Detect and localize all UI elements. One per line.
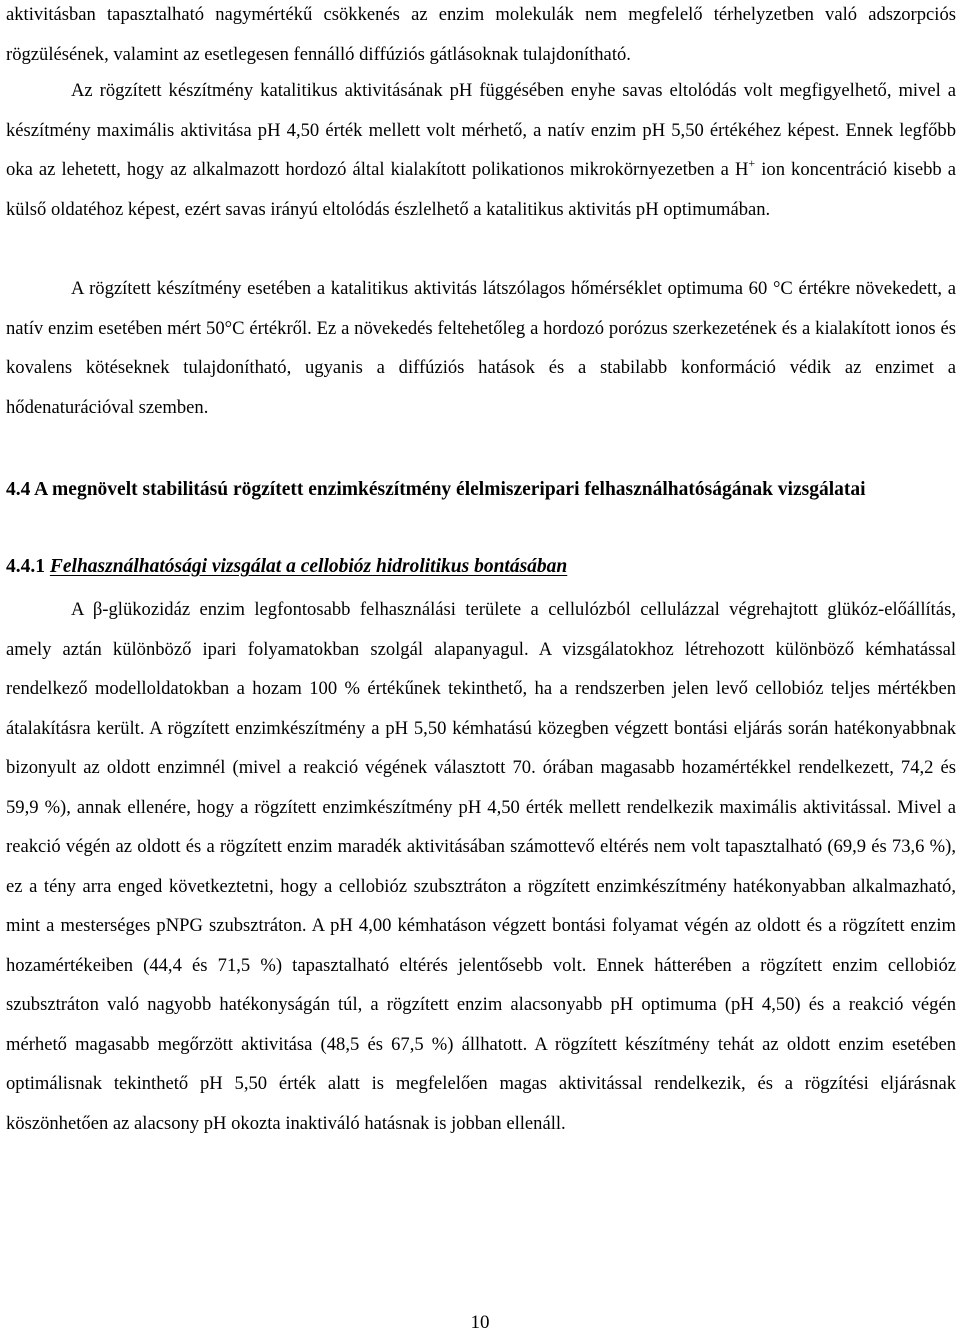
section-heading: 4.4 A megnövelt stabilitású rögzített enzimkészítmény élelmiszeripari felhasználhatóságának vizsgálatai [6, 479, 866, 500]
paragraph-2 [6, 71, 956, 229]
paragraph-2-text-after: ion koncentráció kisebb a külső oldatéhoz képest, ezért savas irányú eltolódás észlelhető a katalitikus aktivitás pH optimumában. [6, 159, 956, 220]
subsection-number: 4.4.1 [6, 556, 45, 577]
paragraph-1 [6, 0, 956, 74]
paragraph-4 [6, 590, 956, 1143]
paragraph-3 [6, 269, 956, 427]
subsection-title: Felhasználhatósági vizsgálat a cellobióz hidrolitikus bontásában [49, 556, 568, 577]
hydrogen-ion-superscript: + [748, 156, 756, 170]
paragraph-1-text: aktivitásban tapasztalható nagymértékű csökkenés az enzim molekulák nem megfelelő térhelyzetben való adszorpciós rögzülésének, valamint az esetlegesen fennálló diffúziós gátlásoknak tulajdonítható. [6, 4, 956, 65]
paragraph-4-text: A β-glükozidáz enzim legfontosabb felhasználási területe a cellulózból cellulázzal végrehajtott glükóz-előállítás, amely aztán különböző ipari folyamatokban szolgál alapanyagul. A vizsgálatokhoz létrehozott különböző kémhatással rendelkező modelloldatokban a hozam 100 % értékűnek tekinthető, ha a rendszerben jelen levő cellobióz teljes mértékben átalakításra került. A rögzített enzimkészítmény a pH 5,50 kémhatású közegben végzett bontási eljárás során hatékonyabbnak bizonyult az oldott enzimnél (mivel a reakció végének választott 70. órában magasabb hozamértékkel rendelkezett, 74,2 és 59,9 %), annak ellenére, hogy a rögzített enzimkészítmény pH 4,50 érték mellett rendelkezik maximális aktivitással. Mivel a reakció végén az oldott és a rögzített enzim maradék aktivitásában számottevő eltérés nem volt tapasztalható (69,9 és 73,6 %), ez a tény arra enged következtetni, hogy a cellobióz szubsztráton a rögzített enzimkészítmény hatékonyabban alkalmazható, mint a mesterséges pNPG szubsztráton. A pH 4,00 kémhatáson végzett bontási folyamat végén az oldott és a rögzített enzim hozamértékeiben (44,4 és 71,5 %) tapasztalható eltérés jelentősebb volt. Ennek hátterében a rögzített enzim cellobióz szubsztráton való nagyobb hatékonyságán túl, a rögzített enzim alacsonyabb pH optimuma (pH 4,50) és a reakció végén mérhető magasabb megőrzött aktivitása (48,5 és 67,5 %) állhatott. A rögzített készítmény tehát az oldott enzim esetében optimálisnak tekinthető pH 5,50 érték alatt is megfelelően magas aktivitással rendelkezik, és a rögzítési eljárásnak köszönhetően az alacsony pH okozta inaktiváló hatásnak is jobban ellenáll. [6, 599, 956, 1134]
page-number: 10 [470, 1312, 490, 1333]
subsection-heading [6, 550, 956, 584]
paragraph-3-text: A rögzített készítmény esetében a katalitikus aktivitás látszólagos hőmérséklet optimuma 60 °C értékre növekedett, a natív enzim esetében mért 50°C értékről. Ez a növekedés feltehetőleg a hordozó porózus szerkezetének és a kialakított ionos és kovalens kötéseknek tulajdonítható, ugyanis a diffúziós hatások és a stabilabb konformáció védik az enzimet a hődenaturációval szemben. [6, 278, 956, 418]
paragraph-2-text-before: Az rögzített készítmény katalitikus aktivitásának pH függésében enyhe savas eltolódás volt megfigyelhető, mivel a készítmény maximális aktivitása pH 4,50 érték mellett volt mérhető, a natív enzim pH 5,50 értékéhez képest. Ennek legfőbb oka az lehetett, hogy az alkalmazott hordozó által kialakított polikationos mikrokörnyezetben a H [6, 80, 956, 180]
